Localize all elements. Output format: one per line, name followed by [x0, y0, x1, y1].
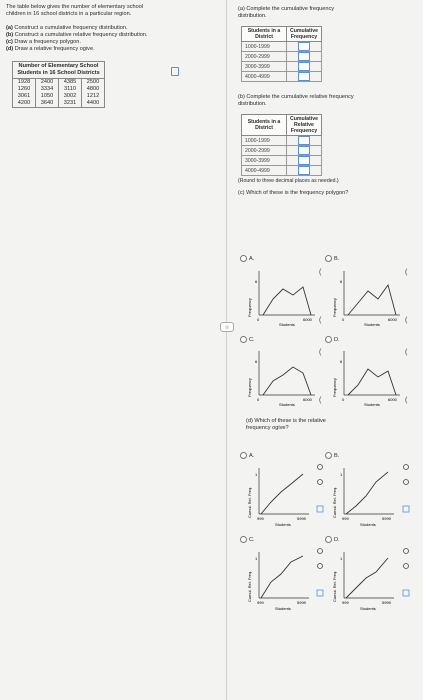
popout-icon[interactable]: ( — [405, 317, 408, 324]
radio-icon — [325, 255, 332, 262]
table-row: 4200 3640 3231 4400 — [13, 100, 105, 108]
part-a-prompt: (a) Complete the cumulative frequency distribution. — [238, 6, 335, 19]
popout-icon[interactable]: ( — [405, 397, 408, 404]
zoom-in-icon[interactable] — [318, 549, 323, 554]
zoom-out-icon[interactable] — [404, 480, 409, 485]
table-row: 2000-2999 — [242, 52, 322, 62]
col-students-header: Students in a District — [242, 27, 287, 42]
data-table-header: Number of Elementary School Students in 16 School Districts — [13, 62, 105, 79]
cumrelfreq-input-2[interactable] — [298, 146, 310, 155]
table-row: 1928 2400 4385 2500 — [13, 79, 105, 87]
option-c-b[interactable]: B. — [325, 255, 339, 262]
radio-icon — [240, 336, 247, 343]
svg-text:Students: Students — [275, 522, 291, 527]
svg-text:Cumul. Rel. Freq.: Cumul. Rel. Freq. — [332, 570, 337, 602]
popout-icon[interactable] — [403, 590, 409, 596]
svg-text:6: 6 — [340, 279, 343, 284]
radio-icon — [240, 536, 247, 543]
svg-text:Students: Students — [364, 322, 380, 327]
polygon-graph-a — [245, 265, 325, 330]
cumrelfreq-input-1[interactable] — [298, 136, 310, 145]
polygon-graph-c — [245, 345, 325, 410]
popout-icon[interactable] — [317, 590, 323, 596]
table-row: 3061 1050 3002 1212 — [13, 93, 105, 100]
ogive-c-tools — [316, 546, 326, 606]
zoom-out-icon[interactable] — [318, 480, 323, 485]
col-students-header: Students in a District — [242, 115, 287, 136]
table-row: 1000-1999 — [242, 42, 322, 52]
cumrelfreq-input-4[interactable] — [298, 166, 310, 175]
graph-a-tools — [318, 266, 326, 326]
table-row: 4000-4999 — [242, 72, 322, 82]
svg-text:Frequency: Frequency — [332, 378, 337, 397]
svg-text:6000: 6000 — [303, 317, 312, 322]
option-d-a[interactable]: A. — [240, 452, 254, 459]
zoom-icon[interactable]: ( — [405, 269, 408, 276]
ogive-graph-d — [330, 546, 400, 614]
svg-text:Students: Students — [360, 606, 376, 611]
part-c-prompt: (c) Which of these is the frequency polygon? — [238, 190, 349, 196]
ogive-a-tools — [316, 462, 326, 522]
svg-text:5999: 5999 — [382, 600, 391, 605]
resize-handle[interactable]: ||| — [220, 322, 234, 332]
intro-line-1: The table below gives the number of elementary school — [6, 4, 144, 10]
svg-text:Frequency: Frequency — [247, 298, 252, 317]
svg-text:Students: Students — [364, 402, 380, 407]
svg-text:0: 0 — [342, 317, 345, 322]
problem-intro — [6, 4, 216, 18]
popout-icon[interactable]: ( — [319, 317, 322, 324]
cumfreq-input-1[interactable] — [298, 42, 310, 51]
radio-icon — [240, 255, 247, 262]
svg-text:6000: 6000 — [388, 317, 397, 322]
table-row: 4000-4999 — [242, 166, 322, 176]
zoom-in-icon[interactable] — [318, 465, 323, 470]
col-cumfreq-header: Cumulative Frequency — [287, 27, 322, 42]
option-c-c[interactable]: C. — [240, 336, 255, 343]
cumfreq-input-4[interactable] — [298, 72, 310, 81]
option-c-a[interactable]: A. — [240, 255, 254, 262]
svg-text:6: 6 — [340, 359, 343, 364]
svg-text:999: 999 — [257, 516, 264, 521]
part-b-prompt: (b) Complete the cumulative relative frequency distribution. — [238, 94, 354, 107]
zoom-in-icon[interactable] — [404, 465, 409, 470]
svg-text:1: 1 — [255, 556, 258, 561]
ogive-graph-c — [245, 546, 315, 614]
cumulative-relative-frequency-table — [241, 114, 322, 176]
ogive-graph-a — [245, 462, 315, 530]
svg-text:999: 999 — [342, 516, 349, 521]
svg-text:Frequency: Frequency — [332, 298, 337, 317]
ogive-d-tools — [402, 546, 412, 606]
cumulative-frequency-table — [241, 26, 322, 82]
school-data-table — [12, 61, 105, 108]
cumfreq-input-3[interactable] — [298, 62, 310, 71]
svg-text:Frequency: Frequency — [247, 378, 252, 397]
svg-text:5999: 5999 — [297, 516, 306, 521]
rounding-note: (Round to three decimal places as needed.) — [238, 178, 339, 184]
option-d-b[interactable]: B. — [325, 452, 339, 459]
svg-text:0: 0 — [342, 397, 345, 402]
table-row: 2000-2999 — [242, 146, 322, 156]
option-d-d[interactable]: D. — [325, 536, 340, 543]
task-list — [6, 25, 216, 53]
zoom-icon[interactable]: ( — [319, 349, 322, 356]
task-b: (b) Construct a cumulative relative frequency distribution. — [6, 32, 148, 38]
graph-c-tools — [318, 346, 326, 406]
column-divider — [226, 0, 227, 700]
ogive-graph-b — [330, 462, 400, 530]
polygon-graph-d — [330, 345, 410, 410]
copy-data-icon[interactable] — [171, 67, 179, 76]
table-row: 1000-1999 — [242, 136, 322, 146]
svg-text:6000: 6000 — [388, 397, 397, 402]
zoom-out-icon[interactable] — [318, 564, 323, 569]
radio-icon — [325, 536, 332, 543]
svg-text:Students: Students — [275, 606, 291, 611]
table-row: 1260 3334 3110 4800 — [13, 86, 105, 93]
svg-text:6: 6 — [255, 279, 258, 284]
svg-text:999: 999 — [257, 600, 264, 605]
graph-b-tools — [404, 266, 412, 326]
svg-text:Students: Students — [279, 322, 295, 327]
graph-d-tools — [404, 346, 412, 406]
problem-statement — [6, 4, 216, 108]
popout-icon[interactable]: ( — [319, 397, 322, 404]
intro-line-2: children in 16 school districts in a particular region. — [6, 11, 132, 17]
svg-text:1: 1 — [340, 556, 343, 561]
polygon-graph-b — [330, 265, 410, 330]
option-d-c[interactable]: C. — [240, 536, 255, 543]
svg-text:5999: 5999 — [297, 600, 306, 605]
svg-text:Cumul. Rel. Freq.: Cumul. Rel. Freq. — [247, 570, 252, 602]
radio-icon — [325, 336, 332, 343]
svg-text:999: 999 — [342, 600, 349, 605]
svg-text:0: 0 — [257, 317, 260, 322]
task-a: (a) Construct a cumulative frequency distribution. — [6, 25, 128, 31]
zoom-out-icon[interactable] — [404, 564, 409, 569]
radio-icon — [240, 452, 247, 459]
col-cumrelfreq-header: Cumulative Relative Frequency — [287, 115, 322, 136]
popout-icon[interactable] — [403, 506, 409, 512]
task-d: (d) Draw a relative frequency ogive. — [6, 46, 95, 52]
answer-panel — [238, 6, 418, 197]
svg-text:1: 1 — [255, 472, 258, 477]
svg-text:Cumul. Rel. Freq.: Cumul. Rel. Freq. — [247, 486, 252, 518]
popout-icon[interactable] — [317, 506, 323, 512]
svg-text:1: 1 — [340, 472, 343, 477]
table-row: 3000-3999 — [242, 156, 322, 166]
zoom-icon[interactable]: ( — [405, 349, 408, 356]
svg-text:Students: Students — [360, 522, 376, 527]
svg-text:6: 6 — [255, 359, 258, 364]
ogive-b-tools — [402, 462, 412, 522]
part-d-prompt: (d) Which of these is the relative frequency ogive? — [246, 418, 326, 431]
svg-text:Cumul. Rel. Freq.: Cumul. Rel. Freq. — [332, 486, 337, 518]
svg-text:5999: 5999 — [382, 516, 391, 521]
radio-icon — [325, 452, 332, 459]
task-c: (c) Draw a frequency polygon. — [6, 39, 81, 45]
table-row: 3000-3999 — [242, 62, 322, 72]
zoom-icon[interactable]: ( — [319, 269, 322, 276]
cumfreq-input-2[interactable] — [298, 52, 310, 61]
svg-text:6000: 6000 — [303, 397, 312, 402]
svg-text:0: 0 — [257, 397, 260, 402]
zoom-in-icon[interactable] — [404, 549, 409, 554]
option-c-d[interactable]: D. — [325, 336, 340, 343]
cumrelfreq-input-3[interactable] — [298, 156, 310, 165]
svg-text:Students: Students — [279, 402, 295, 407]
